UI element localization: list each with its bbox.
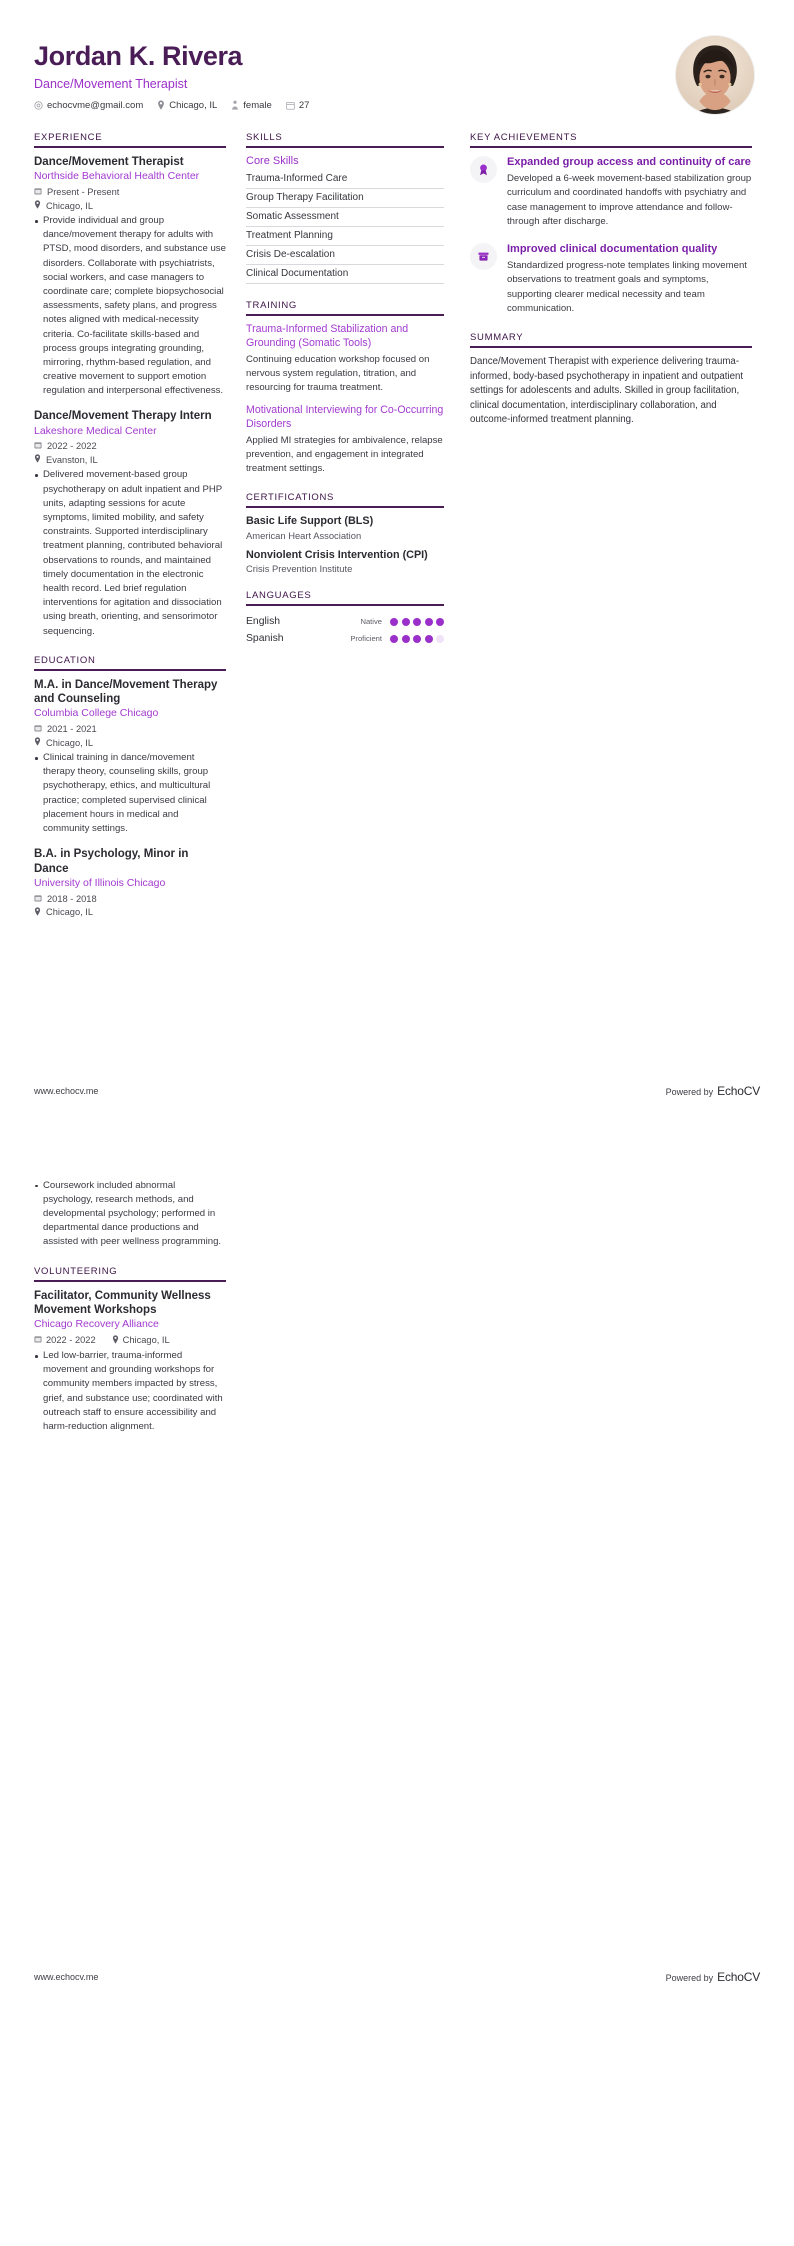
language-name: Spanish (246, 633, 284, 645)
certification-issuer: American Heart Association (246, 529, 362, 541)
calendar-icon (34, 1335, 42, 1345)
person-icon (231, 100, 239, 110)
language-proficiency-dots (390, 635, 444, 643)
contact-email-text: echocvme@gmail.com (47, 99, 144, 111)
entry-location-row (34, 200, 226, 211)
skill-item: Treatment Planning (246, 227, 444, 246)
entry-dates: 2018 - 2018 (47, 893, 97, 904)
training-description: Continuing education workshop focused on nervous system regulation, titration, and resourcing for trauma treatment. (246, 354, 430, 394)
bullet-item: Provide individual and group dance/movement therapy for adults with PTSD, mood disorders, and substance use disorders. Collaborate with psychiatrists, social workers, and case managers to coordinate care; complete biopsychosocial assessments, safety plans, and progress notes aligned with medical-necessity criteria. Co-facilitate skills-based and process groups integrating grounding, mirroring, rhythm-based regulation, and creative movement to support emotion regulation and interpersonal effectiveness. (34, 214, 226, 398)
calendar-icon (34, 187, 42, 197)
certification-issuer: Crisis Prevention Institute (246, 563, 353, 575)
section-education-continued (34, 1179, 226, 1250)
entry-title: Dance/Movement Therapist (34, 156, 184, 168)
skills-group-label: Core Skills (246, 155, 299, 167)
powered-by-label: Powered by (665, 1973, 714, 1984)
proficiency-dot (390, 618, 398, 626)
entry-bullets (34, 1349, 226, 1434)
section-title-languages: LANGUAGES (246, 590, 312, 602)
entry-organization[interactable]: University of Illinois Chicago (34, 876, 166, 889)
contact-row (34, 100, 309, 111)
footer-brand (666, 1084, 760, 1098)
section-rule (34, 669, 226, 671)
entry-bullets (34, 468, 226, 638)
candidate-headline: Dance/Movement Therapist (34, 76, 188, 91)
entry-location: Chicago, IL (46, 907, 94, 918)
column-left-continued (34, 1176, 242, 1450)
training-title: Trauma-Informed Stabilization and Grounding (Somatic Tools) (246, 323, 409, 349)
certification-name: Nonviolent Crisis Intervention (CPI) (246, 548, 428, 561)
entry-bullets (34, 214, 226, 398)
achievement-title: Improved clinical documentation quality (507, 242, 718, 255)
achievement-item (470, 155, 752, 230)
resume-header (34, 0, 760, 132)
skill-item: Somatic Assessment (246, 208, 444, 227)
candidate-name: Jordan K. Rivera (34, 41, 243, 71)
calendar-icon (34, 724, 42, 734)
entry-location: Chicago, IL (46, 200, 94, 211)
header-text-block (34, 34, 309, 111)
column-right (460, 132, 752, 444)
entry-location-row (34, 907, 226, 918)
resume-columns (34, 132, 760, 934)
page-footer-2 (0, 1970, 794, 1984)
location-pin-icon (112, 1335, 119, 1346)
language-level-group (350, 634, 444, 643)
location-pin-icon (34, 737, 41, 748)
award-badge-icon (470, 156, 497, 183)
experience-entry (34, 155, 226, 398)
section-title-volunteering: VOLUNTEERING (34, 1265, 118, 1277)
entry-dates: 2022 - 2022 (46, 1335, 96, 1346)
page-footer-1 (0, 1084, 794, 1098)
section-rule (246, 506, 444, 508)
language-level: Proficient (350, 634, 382, 644)
resume-page-1 (0, 0, 794, 1098)
entry-organization[interactable]: Columbia College Chicago (34, 707, 159, 720)
section-education (34, 655, 226, 918)
skill-item: Trauma-Informed Care (246, 170, 444, 189)
summary-text: Dance/Movement Therapist with experience delivering trauma-informed, body-based psychotherapy in inpatient and outpatient settings for adolescents and adults. Skilled in group facilitation, clinical documentation, interdisciplinary collaboration, and outcome-informed treatment planning. (470, 356, 744, 426)
training-item (246, 404, 444, 476)
proficiency-dot (413, 618, 421, 626)
footer-website[interactable]: www.echocv.me (34, 1972, 99, 1983)
achievement-description: Standardized progress-note templates linking movement observations to treatment goals and symptoms, supporting clearer medical necessity and team communication. (507, 259, 747, 314)
entry-location: Chicago, IL (46, 737, 94, 748)
brand-name: EchoCV (717, 1083, 760, 1098)
bullet-item: Delivered movement-based group psychotherapy on adult inpatient and PHP units, adapting sessions for acute symptoms, limited mobility, and safety constraints. Supported interdisciplinary treatment planning, contributed behavioral observations to rounds, and maintained timely documentation in the electronic health record. Led brief regulation interventions for agitation and dissociation using breath, orienting, and sensorimotor sequencing. (34, 468, 226, 638)
proficiency-dot (436, 635, 444, 643)
entry-title: M.A. in Dance/Movement Therapy and Counseling (34, 678, 218, 706)
location-pin-icon (34, 907, 41, 918)
education-entry (34, 678, 226, 837)
entry-dates-chunk (34, 1335, 96, 1345)
entry-title: B.A. in Psychology, Minor in Dance (34, 848, 189, 875)
section-certifications (246, 492, 444, 574)
section-rule (246, 604, 444, 606)
achievement-body (507, 242, 752, 317)
entry-location: Evanston, IL (46, 454, 98, 465)
volunteering-entry (34, 1289, 226, 1435)
section-title-training: TRAINING (246, 300, 297, 311)
certification-name: Basic Life Support (BLS) (246, 515, 374, 528)
training-description: Applied MI strategies for ambivalence, relapse prevention, and engagement in integrated treatment settings. (246, 435, 443, 475)
archive-box-icon (470, 243, 497, 270)
contact-gender (231, 100, 272, 111)
bullet-item: Coursework included abnormal psychology, research methods, and developmental psychology; performed in departmental dance productions and assisted with peer wellness programming. (34, 1179, 226, 1250)
section-rule (246, 146, 444, 148)
entry-location-chunk (112, 1335, 170, 1346)
section-title-skills: SKILLS (246, 132, 283, 143)
contact-email[interactable] (34, 100, 143, 111)
section-languages (246, 590, 444, 647)
calendar-icon (286, 101, 295, 110)
proficiency-dot (425, 635, 433, 643)
section-volunteering (34, 1266, 226, 1435)
experience-entry (34, 409, 226, 638)
location-pin-icon (34, 200, 41, 211)
proficiency-dot (425, 618, 433, 626)
contact-location (157, 100, 217, 111)
calendar-icon (34, 441, 42, 451)
powered-by-label: Powered by (665, 1086, 714, 1097)
contact-age (286, 100, 310, 111)
proficiency-dot (390, 635, 398, 643)
section-training (246, 300, 444, 476)
entry-dates: Present - Present (47, 187, 120, 198)
section-title-summary: SUMMARY (470, 332, 524, 344)
section-rule (34, 1280, 226, 1282)
certification-item (246, 549, 444, 574)
section-key-achievements (470, 132, 752, 316)
section-skills (246, 132, 444, 284)
proficiency-dot (413, 635, 421, 643)
entry-title: Facilitator, Community Wellness Movement Workshops (34, 1289, 211, 1316)
contact-gender-text: female (243, 99, 272, 111)
section-title-certifications: CERTIFICATIONS (246, 492, 335, 504)
entry-dates: 2021 - 2021 (47, 724, 97, 735)
bullet-item: Led low-barrier, trauma-informed movement and grounding workshops for community members impacted by stress, grief, and substance use; coordinated with outreach staff to ensure accessibility and harm-reduction alignment. (34, 1349, 226, 1434)
entry-organization[interactable]: Northside Behavioral Health Center (34, 170, 200, 183)
section-rule (34, 146, 226, 148)
entry-location: Chicago, IL (122, 1335, 170, 1346)
achievement-title: Expanded group access and continuity of care (507, 156, 751, 168)
skill-item: Group Therapy Facilitation (246, 189, 444, 208)
entry-location-row (34, 737, 226, 748)
entry-dates-row (34, 187, 226, 197)
training-item (246, 323, 444, 395)
location-pin-icon (34, 454, 41, 465)
section-rule (246, 314, 444, 316)
certification-item (246, 515, 444, 540)
column-left (34, 132, 242, 934)
skill-item: Crisis De-escalation (246, 246, 444, 265)
proficiency-dot (402, 635, 410, 643)
section-title-key-achievements: KEY ACHIEVEMENTS (470, 132, 578, 143)
entry-location-row (34, 454, 226, 465)
entry-dates-row (34, 441, 226, 451)
language-name: English (246, 616, 281, 628)
entry-title: Dance/Movement Therapy Intern (34, 410, 212, 423)
section-title-education: EDUCATION (34, 654, 96, 666)
contact-location-text: Chicago, IL (169, 99, 218, 111)
location-pin-icon (157, 100, 165, 110)
entry-meta-row (34, 1335, 226, 1346)
email-icon (34, 101, 43, 110)
footer-brand (666, 1970, 760, 1984)
entry-organization[interactable]: Lakeshore Medical Center (34, 424, 157, 437)
language-proficiency-dots (390, 618, 444, 626)
language-row (246, 630, 444, 647)
proficiency-dot (436, 618, 444, 626)
avatar (676, 36, 754, 114)
language-level-group (360, 617, 444, 626)
section-rule (470, 146, 752, 148)
language-row (246, 613, 444, 630)
bullet-item: Clinical training in dance/movement therapy theory, counseling skills, group psychotherapy, ethics, and multicultural practice; completed supervised clinical placement hours in medical and community settings. (34, 751, 226, 836)
footer-website[interactable]: www.echocv.me (34, 1085, 99, 1096)
entry-dates-row (34, 724, 226, 734)
training-title: Motivational Interviewing for Co-Occurring Disorders (246, 404, 444, 430)
section-summary (470, 332, 752, 428)
language-level: Native (360, 617, 382, 627)
section-experience (34, 132, 226, 639)
column-middle (242, 132, 460, 663)
achievement-description: Developed a 6-week movement-based stabilization group curriculum and coordinated handoffs with psychiatry and case management to improve attendance and follow-through after discharge. (507, 173, 752, 228)
section-rule (470, 346, 752, 348)
entry-bullets (34, 751, 226, 836)
contact-age-text: 27 (298, 99, 310, 111)
achievement-body (507, 155, 752, 230)
entry-dates: 2022 - 2022 (47, 441, 97, 452)
proficiency-dot (402, 618, 410, 626)
resume-page-2 (0, 1098, 794, 1984)
entry-dates-row (34, 894, 226, 904)
entry-organization[interactable]: Chicago Recovery Alliance (34, 1318, 159, 1331)
achievement-item (470, 242, 752, 317)
calendar-icon (34, 894, 42, 904)
resume-columns-page2 (34, 1176, 760, 1450)
section-title-experience: EXPERIENCE (34, 132, 103, 143)
brand-name: EchoCV (717, 1970, 760, 1985)
skill-item: Clinical Documentation (246, 265, 444, 284)
entry-bullets (34, 1179, 226, 1250)
education-entry (34, 847, 226, 917)
